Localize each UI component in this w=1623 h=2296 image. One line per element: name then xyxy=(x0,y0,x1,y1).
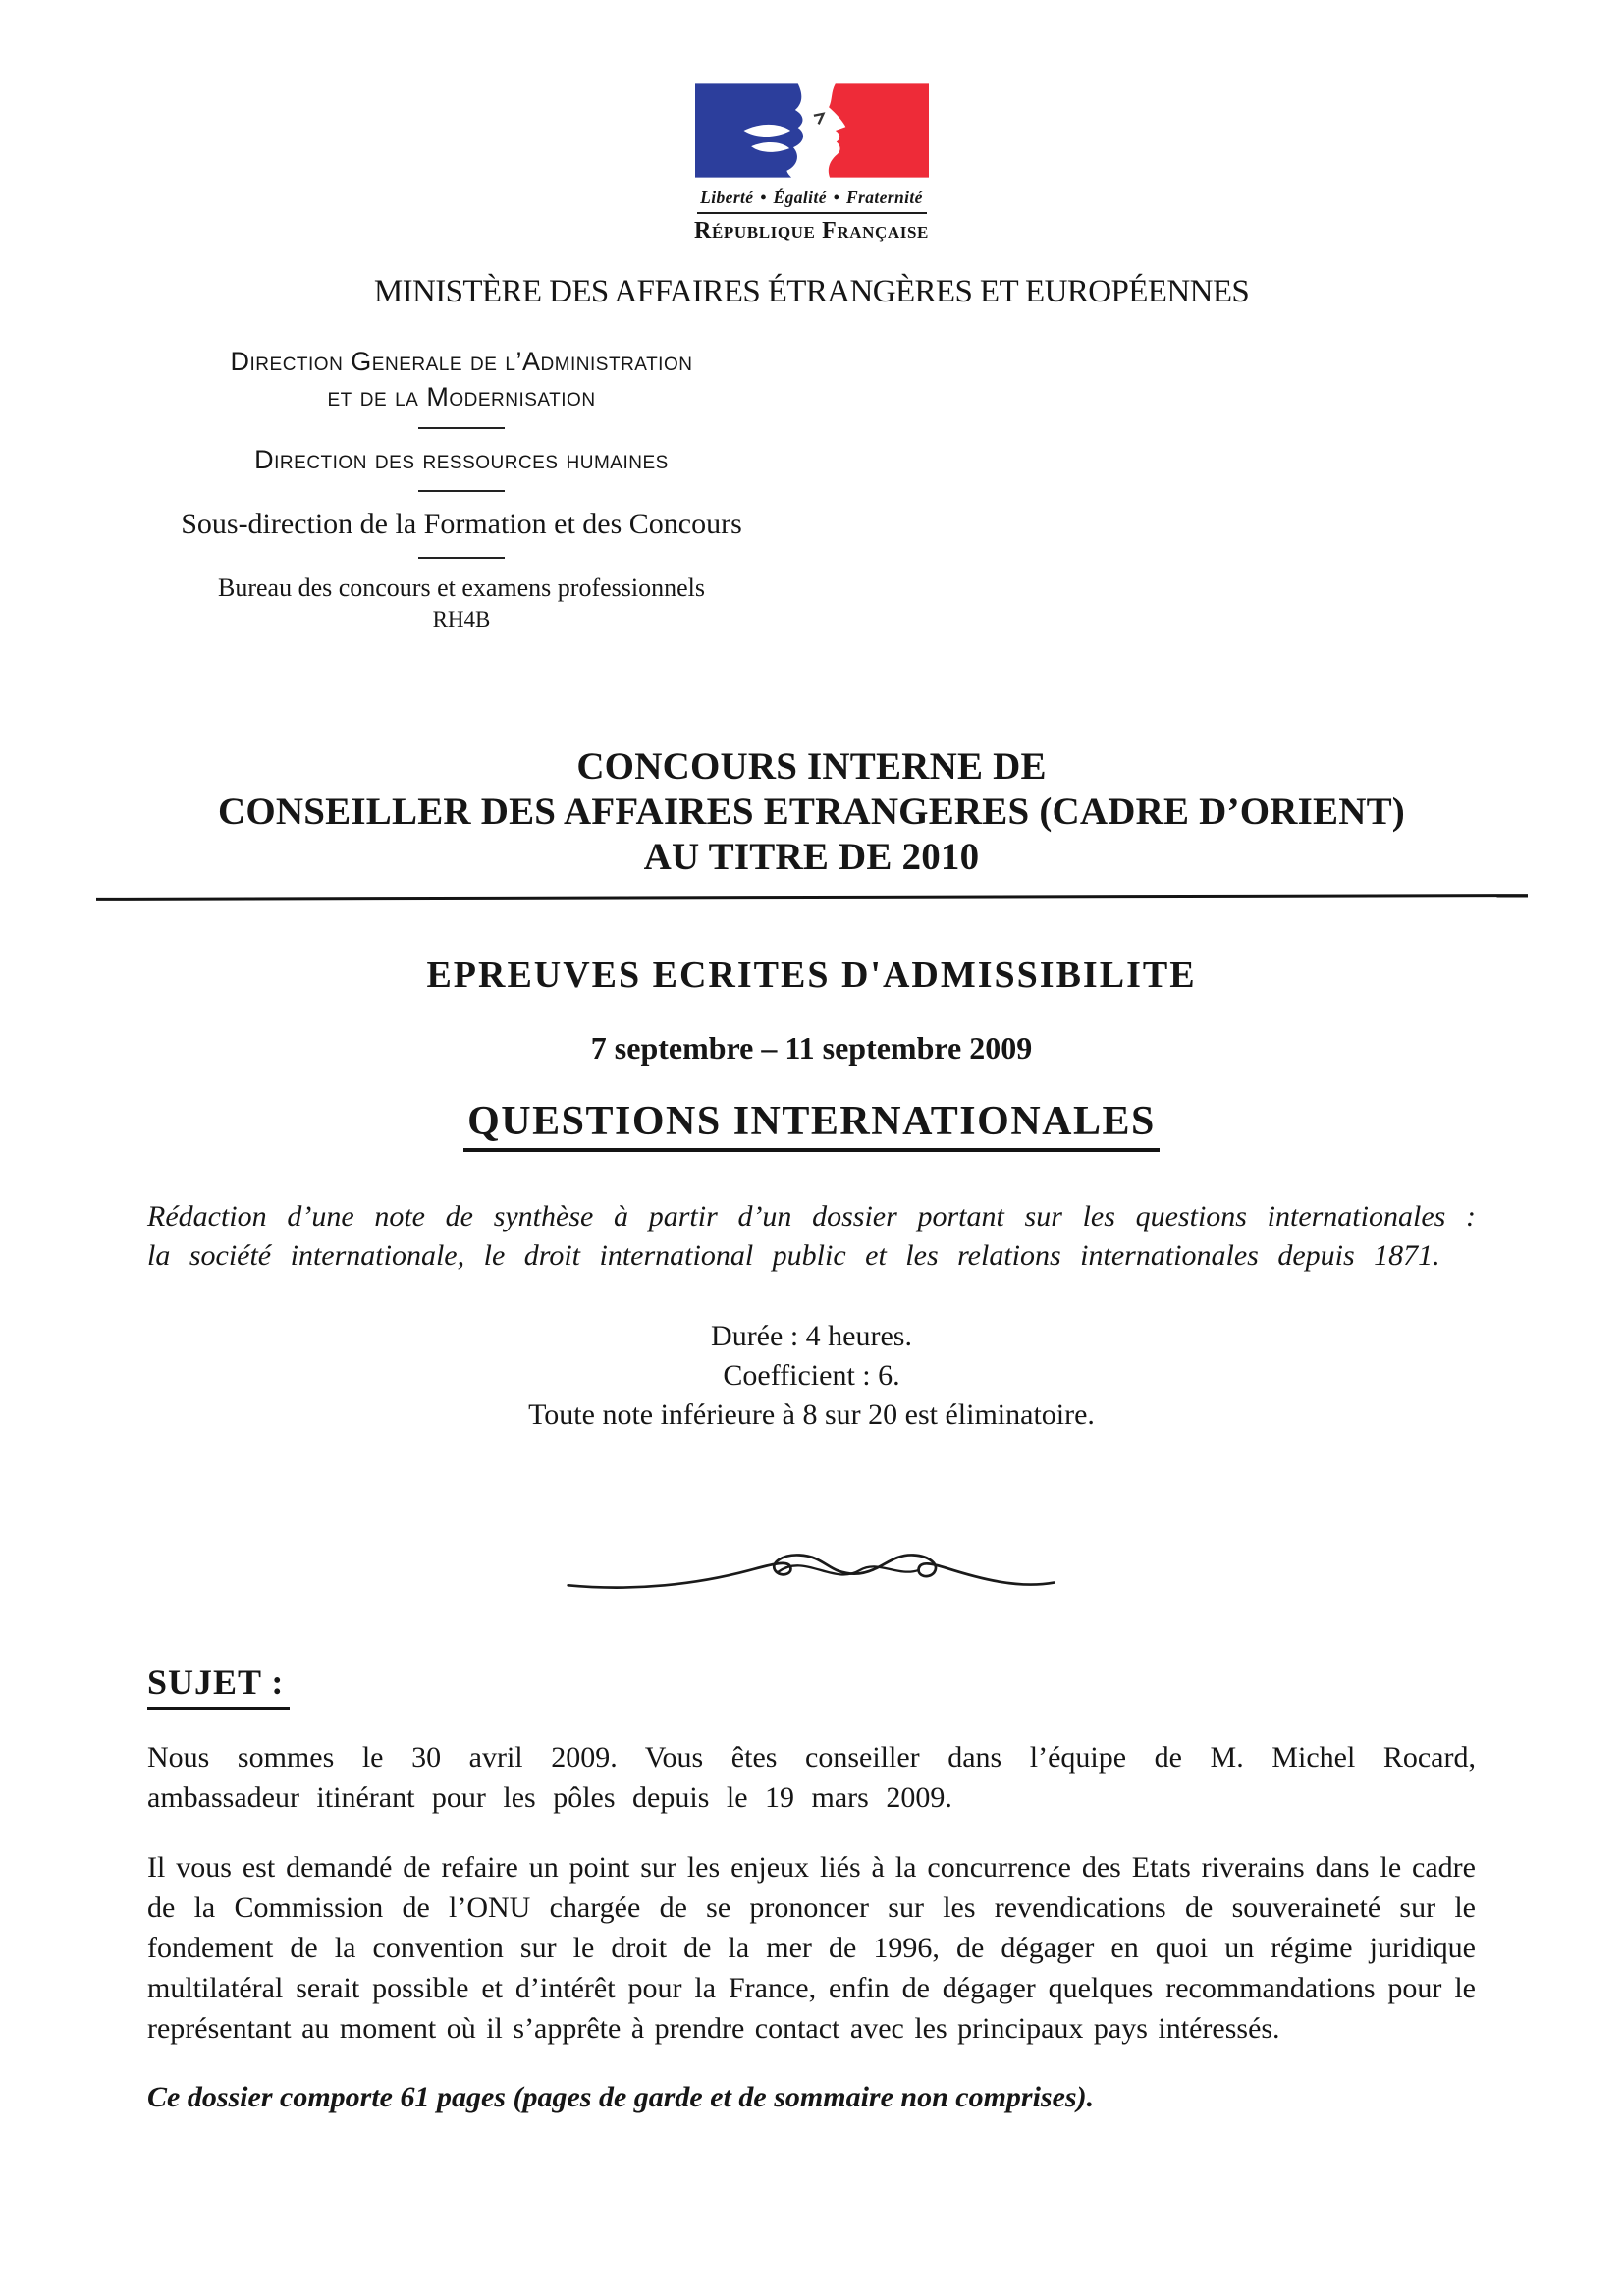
marianne-flag-icon xyxy=(695,83,929,178)
concours-title-line2: CONSEILLER DES AFFAIRES ETRANGERES (CADRE D’ORIENT) xyxy=(218,791,1405,833)
duration-line: Durée : 4 heures. xyxy=(711,1320,912,1352)
republique-francaise-logo xyxy=(147,83,1476,245)
flag-red-panel xyxy=(828,83,928,177)
direction-generale-line1: Direction Generale de l’Administration xyxy=(230,347,693,376)
dossier-note: Ce dossier comporte 61 pages (pages de garde et de sommaire non comprises). xyxy=(147,2081,1095,2113)
section-divider xyxy=(418,490,505,492)
bureau-concours: Bureau des concours et examens professionnels xyxy=(217,574,706,602)
flourish-divider xyxy=(147,1541,1476,1603)
logo-republic-name: République Française xyxy=(694,218,929,244)
direction-rh: Direction des ressources humaines xyxy=(254,445,669,474)
flourish-divider-icon xyxy=(547,1541,1077,1598)
sujet-paragraph-1: Nous sommes le 30 avril 2009. Vous êtes conseiller dans l’équipe de M. Michel Rocard, ambassadeur itinérant pour les pôles depuis le 19 mars 2009. xyxy=(147,1741,1476,1814)
subject-description: Rédaction d’une note de synthèse à partir d’un dossier portant sur les questions internationales : la société internationale, le droit international public et les relations internationales depuis 1871. xyxy=(147,1200,1476,1272)
title-rule xyxy=(96,894,1528,901)
exam-dates: 7 septembre – 11 septembre 2009 xyxy=(590,1030,1033,1066)
exam-conditions xyxy=(147,1317,1476,1435)
coefficient-line: Coefficient : 6. xyxy=(723,1359,900,1392)
subject-title: QUESTIONS INTERNATIONALES xyxy=(463,1098,1160,1152)
logo-motto: Liberté • Égalité • Fraternité xyxy=(700,188,923,207)
section-divider xyxy=(418,557,505,559)
epreuves-heading: EPREUVES ECRITES D'ADMISSIBILITE xyxy=(426,955,1197,996)
section-divider xyxy=(418,427,505,429)
concours-title-line3: AU TITRE DE 2010 xyxy=(643,836,980,878)
bureau-code: RH4B xyxy=(432,607,491,631)
concours-title-line1: CONCOURS INTERNE DE xyxy=(576,745,1047,788)
sujet-paragraph-2: Il vous est demandé de refaire un point sur les enjeux liés à la concurrence des Etats riverains dans le cadre de la Commission de l’ONU chargée de se prononcer sur les revendications de souveraineté sur le fondement de la convention sur le droit de la mer de 1996, de dégager en quoi un régime juridique multilatéral serait possible et d’intérêt pour la France, enfin de dégager quelques recommandations pour le représentant au moment où il s’apprête à prendre contact avec les principaux pays intéressés. xyxy=(147,1851,1476,2045)
concours-title xyxy=(147,744,1476,880)
sous-direction: Sous-direction de la Formation et des Concours xyxy=(181,508,742,540)
ministry-title: MINISTÈRE DES AFFAIRES ÉTRANGÈRES ET EUROPÉENNES xyxy=(373,274,1250,309)
sujet-heading: SUJET : xyxy=(147,1662,290,1710)
direction-generale-line2: et de la Modernisation xyxy=(327,382,596,411)
eye-mark xyxy=(813,114,823,124)
elimination-note: Toute note inférieure à 8 sur 20 est éliminatoire. xyxy=(528,1398,1095,1431)
logo-divider xyxy=(697,212,927,214)
org-hierarchy-block xyxy=(147,344,776,634)
